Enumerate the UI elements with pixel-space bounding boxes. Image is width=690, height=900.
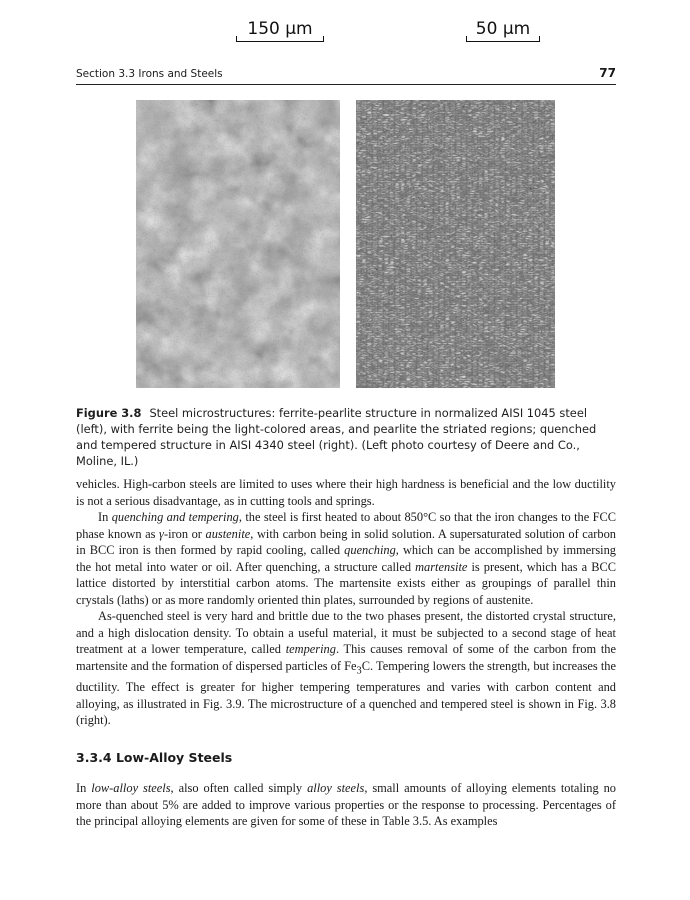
body-text-block <box>76 476 616 729</box>
paragraph-3: As-quenched steel is very hard and brittle due to the two phases present, the distorted crystal structure, and a high dislocation density. To obtain a useful material, it must be subjected to a second stage of heat treatment at a lower temperature, called tempering. This causes removal of some of the carbon from the martensite and the formation of dispersed particles of $Fe_3C$. Tempering lowers the strength, but increases the ductility. The effect is greater for higher tempering temperatures and varies with carbon content and alloying, as illustrated in Fig. 3.9. The microstructure of a quenched and tempered steel is shown in Fig. 3.8 (right). <box>76 609 616 728</box>
subsection-heading: 3.3.4 Low-Alloy Steels <box>76 750 233 765</box>
scale-label-left: 150 µm <box>247 19 313 39</box>
scale-bar-line-right <box>466 36 540 42</box>
paragraph-4: In low-alloy steels, also often called simply alloy steels, small amounts of alloying elements totaling no more than about 5% are added to improve various properties or the response to processing. Percentages of the principal alloying elements are given for some of these in Table 3.5. As examples <box>76 781 617 828</box>
section-title: Section 3.3 Irons and Steels <box>76 68 223 80</box>
scale-bar-line-left <box>236 36 324 42</box>
body-text-block-2 <box>76 780 616 830</box>
paragraph-1: vehicles. High-carbon steels are limited to uses where their high hardness is beneficial and the low ductility is not a serious disadvantage, as in cutting tools and springs. <box>76 477 616 508</box>
caption-text: Steel microstructures: ferrite-pearlite structure in normalized AISI 1045 steel (left), with ferrite being the light-colored areas, and pearlite the striated regions; quenched and tempered structure in AISI 4340 steel (right). (Left photo courtesy of Deere and Co., Moline, IL.) <box>76 406 597 468</box>
page-number: 77 <box>599 66 616 80</box>
figure-caption <box>76 405 621 469</box>
scale-bar-left <box>228 16 332 46</box>
micrograph-left <box>136 100 340 388</box>
micrograph-right <box>356 100 555 388</box>
figure-label: Figure 3.8 <box>76 406 142 420</box>
running-header <box>76 66 616 85</box>
paragraph-2: In quenching and tempering, the steel is first heated to about 850°C so that the iron changes to the FCC phase known as γ-iron or austenite, with carbon being in solid solution. A supersaturated solution of carbon in BCC iron is then formed by rapid cooling, called quenching, which can be accomplished by immersing the hot metal into water or oil. After quenching, a structure called martensite is present, which has a BCC lattice distorted by interstitial carbon atoms. The martensite exists either as groupings of parallel thin crystals (laths) or as more randomly oriented thin plates, surrounded by regions of austenite. <box>76 510 617 607</box>
scale-label-right: 50 µm <box>475 19 531 39</box>
scale-bar-right <box>458 16 548 46</box>
